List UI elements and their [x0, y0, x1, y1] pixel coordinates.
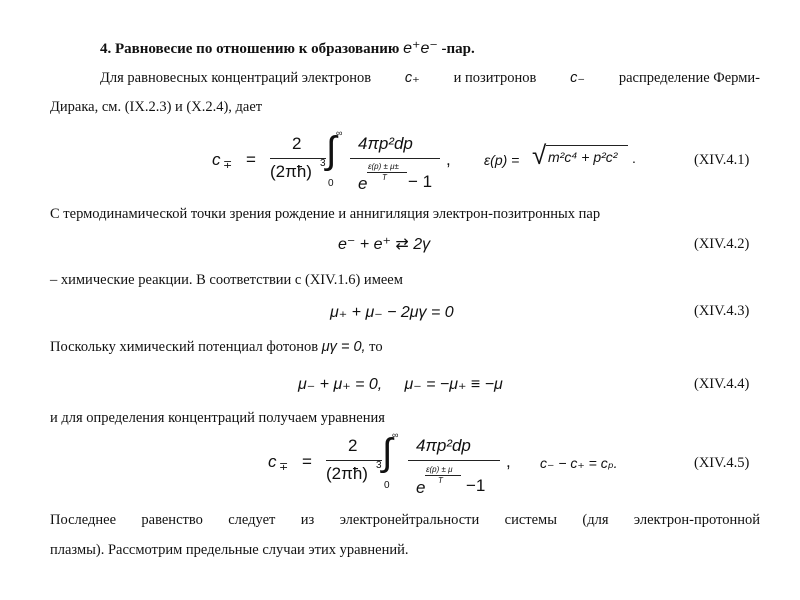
photon-text-a: Поскольку химический потенциал фотонов	[50, 339, 319, 355]
eq5-exp-top: ε(p) ± μ	[426, 465, 453, 474]
chem-reactions-line: – химические реакции. В соответствии с (XIV.1.6) имеем	[50, 272, 403, 288]
eq1-sqrt-bar	[546, 145, 628, 146]
para1-line1	[100, 70, 760, 87]
eq5-coef-den: (2πħ)	[326, 464, 368, 483]
eq1-lhs-sub: ∓	[223, 159, 233, 171]
eq1-sqrt-content: m²c⁴ + p²c²	[548, 149, 618, 165]
eq2-label: (XIV.4.2)	[694, 236, 750, 252]
photon-text-b: то	[369, 339, 383, 355]
photon-symbol: μγ = 0,	[321, 339, 366, 355]
section-heading	[100, 38, 475, 58]
eq1-minus-one: − 1	[408, 172, 433, 191]
eq1-coef-den-pow: 3	[320, 158, 326, 169]
heading-suffix: -пар.	[441, 41, 475, 57]
eq1-coef-num: 2	[292, 134, 302, 153]
electron-concentration-symbol: c₊	[404, 70, 420, 86]
eq5-coef-num: 2	[348, 436, 358, 455]
eq5-exp-base: e	[416, 478, 426, 497]
eq5-tail: c₋ − c₊ = cₚ.	[540, 455, 618, 471]
eq1-coef-bar	[270, 158, 326, 159]
eq1-exp-bar	[367, 172, 407, 173]
eq1-exp-bot: T	[382, 173, 387, 182]
para1-line2: Дирака, см. (IX.2.3) и (X.2.4), дает	[50, 99, 263, 115]
photon-potential-line	[50, 339, 383, 356]
eq5-minus-one: −1	[466, 476, 486, 495]
eq5-equals: =	[302, 452, 312, 471]
eq1-int-lower: 0	[328, 178, 334, 189]
eq5-exp-bar	[425, 475, 461, 476]
para1-text-b: и позитронов	[453, 70, 537, 86]
equation-xiv-4-2: e⁻ + e⁺ ⇄ 2γ	[338, 236, 431, 253]
eq5-lhs: c	[268, 452, 277, 471]
thermo-line: С термодинамической точки зрения рождение и аннигиляция электрон-позитронных пар	[50, 206, 601, 222]
eq1-exp-top: ε(p) ± μ±	[368, 162, 399, 171]
eq1-eps-def: ε(p) =	[484, 152, 520, 168]
equation-xiv-4-5	[266, 428, 770, 504]
eq1-integral: ∫	[326, 130, 337, 172]
eq1-comma: ,	[446, 150, 451, 169]
eq5-coef-bar	[326, 460, 382, 461]
para1-text-c: распределение Ферми-	[618, 70, 760, 86]
eq5-coef-den-pow: 3	[376, 460, 382, 471]
eq1-dot: .	[632, 150, 636, 166]
concentration-line: и для определения концентраций получаем уравнения	[50, 410, 385, 426]
eq5-frac-num: 4πp²dp	[416, 436, 471, 455]
eq5-exp-bot: T	[438, 476, 443, 485]
positron-concentration-symbol: c₋	[570, 70, 586, 86]
para1-text-a: Для равновесных концентраций электронов	[100, 70, 372, 86]
equation-xiv-4-3: μ₊ + μ₋ − 2μγ = 0	[330, 304, 454, 321]
eq5-lhs-sub: ∓	[279, 461, 289, 473]
eq1-frac-num: 4πp²dp	[358, 134, 413, 153]
eq5-integral: ∫	[382, 432, 393, 474]
last-para-line1: Последнее равенство следует из электронейтральности системы (для электрон-протонной	[50, 512, 760, 528]
eq5-frac-bar	[408, 460, 500, 461]
eq5-label: (XIV.4.5)	[694, 455, 750, 471]
heading-pair-symbol: e⁺e⁻	[403, 40, 438, 57]
eq4-label: (XIV.4.4)	[694, 376, 750, 392]
eq1-exp-base: e	[358, 174, 368, 193]
eq1-coef-den: (2πħ)	[270, 162, 312, 181]
eq5-comma: ,	[506, 452, 511, 471]
eq1-frac-bar	[350, 158, 440, 159]
equation-xiv-4-1	[210, 128, 770, 200]
eq1-label: (XIV.4.1)	[694, 152, 750, 168]
heading-text: 4. Равновесие по отношению к образованию	[100, 41, 400, 57]
equation-xiv-4-4: μ₋ + μ₊ = 0, μ₋ = −μ₊ ≡ −μ	[298, 376, 503, 393]
eq1-int-upper: ∞	[336, 128, 343, 138]
last-para-line2: плазмы). Рассмотрим предельные случаи этих уравнений.	[50, 542, 409, 558]
eq1-sqrt-sign: √	[532, 140, 547, 170]
eq1-equals: =	[246, 150, 256, 169]
eq5-int-upper: ∞	[392, 430, 399, 440]
eq5-int-lower: 0	[384, 480, 390, 491]
eq3-label: (XIV.4.3)	[694, 303, 750, 319]
eq1-lhs: c	[212, 150, 221, 169]
